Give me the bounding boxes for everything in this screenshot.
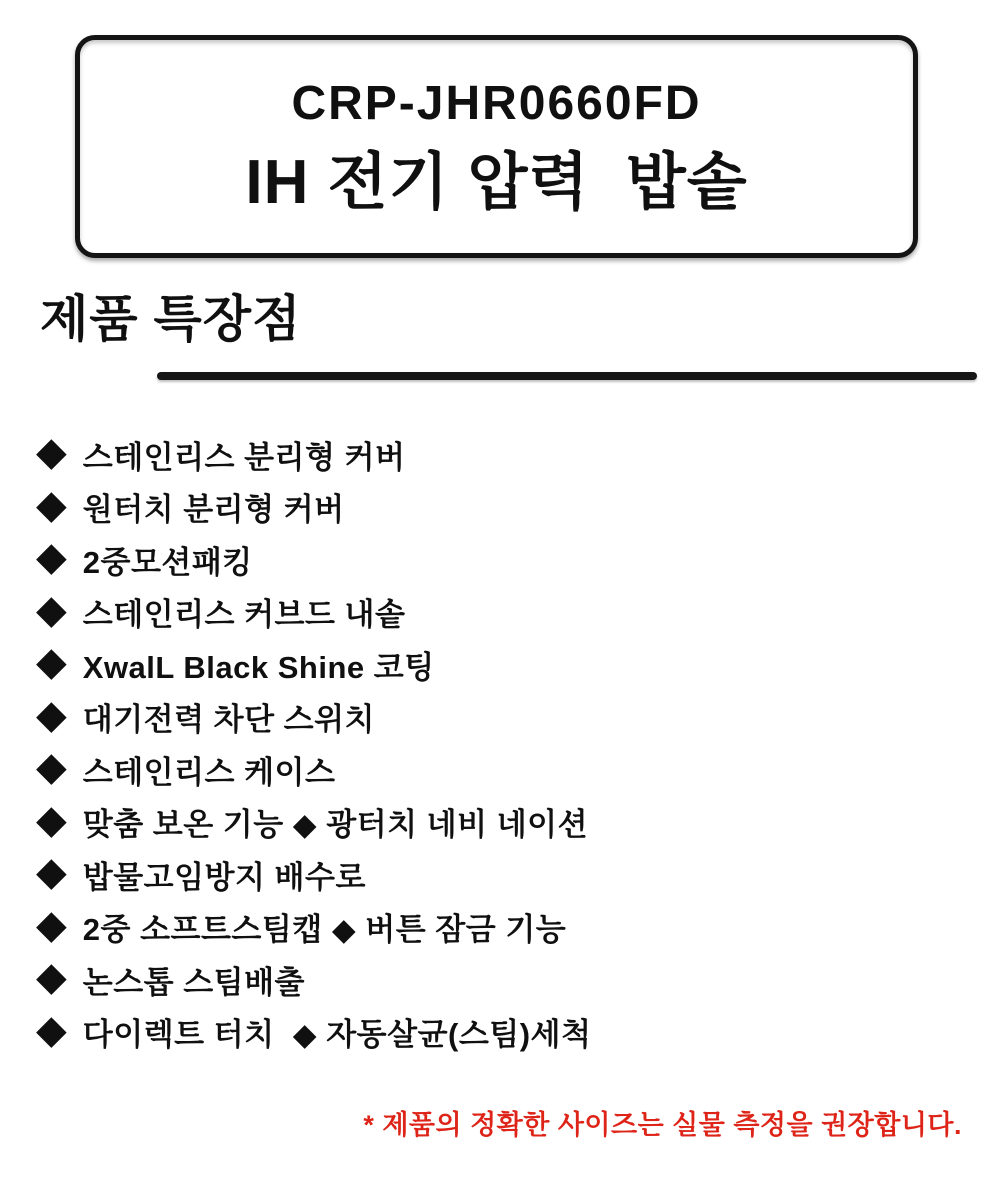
diamond-bullet-icon: ◆ bbox=[36, 902, 67, 947]
feature-label: 밥물고임방지 배수로 bbox=[82, 859, 366, 895]
feature-label: 원터치 분리형 커버 bbox=[82, 492, 345, 528]
feature-item bbox=[36, 1006, 966, 1059]
diamond-bullet-icon: ◆ bbox=[36, 1007, 67, 1052]
feature-item bbox=[36, 743, 966, 796]
feature-label: 2중모션패킹 bbox=[82, 544, 253, 580]
feature-item bbox=[36, 586, 966, 639]
diamond-bullet-icon: ◆ bbox=[36, 692, 67, 737]
section-title: 제품 특장점 bbox=[40, 291, 302, 347]
feature-list bbox=[36, 428, 966, 1058]
feature-label: 다이렉트 터치 ◆ 자동살균(스팀)세척 bbox=[82, 1017, 592, 1053]
product-name: IH 전기 압력 밥솥 bbox=[245, 147, 748, 217]
diamond-bullet-icon: ◆ bbox=[36, 587, 67, 632]
feature-label: 2중 소프트스팀캡 ◆ 버튼 잠금 기능 bbox=[82, 912, 567, 948]
feature-item bbox=[36, 533, 966, 586]
feature-item bbox=[36, 796, 966, 849]
feature-label: 스테인리스 분리형 커버 bbox=[82, 439, 406, 475]
diamond-bullet-icon: ◆ bbox=[36, 955, 67, 1000]
feature-label: 맞춤 보온 기능 ◆ 광터치 네비 네이션 bbox=[82, 807, 589, 843]
diamond-bullet-icon: ◆ bbox=[36, 430, 67, 475]
diamond-bullet-icon: ◆ bbox=[36, 745, 67, 790]
feature-label: 논스톱 스팀배출 bbox=[82, 964, 305, 1000]
diamond-bullet-icon: ◆ bbox=[36, 850, 67, 895]
feature-label: 대기전력 차단 스위치 bbox=[82, 702, 376, 738]
feature-item bbox=[36, 953, 966, 1006]
model-number: CRP-JHR0660FD bbox=[291, 76, 702, 130]
feature-item bbox=[36, 481, 966, 534]
diamond-bullet-icon: ◆ bbox=[36, 797, 67, 842]
section-underline bbox=[157, 372, 977, 380]
diamond-bullet-icon: ◆ bbox=[36, 535, 67, 580]
diamond-bullet-icon: ◆ bbox=[36, 482, 67, 527]
feature-item bbox=[36, 691, 966, 744]
product-title-box bbox=[75, 35, 918, 258]
feature-label: 스테인리스 커브드 내솥 bbox=[82, 597, 406, 633]
feature-label: XwalL Black Shine 코팅 bbox=[82, 649, 435, 685]
feature-item bbox=[36, 428, 966, 481]
size-disclaimer-note: * 제품의 정확한 사이즈는 실물 측정을 권장합니다. bbox=[363, 1110, 962, 1140]
feature-item bbox=[36, 848, 966, 901]
feature-item bbox=[36, 638, 966, 691]
feature-label: 스테인리스 케이스 bbox=[82, 754, 336, 790]
diamond-bullet-icon: ◆ bbox=[36, 640, 67, 685]
feature-item bbox=[36, 901, 966, 954]
